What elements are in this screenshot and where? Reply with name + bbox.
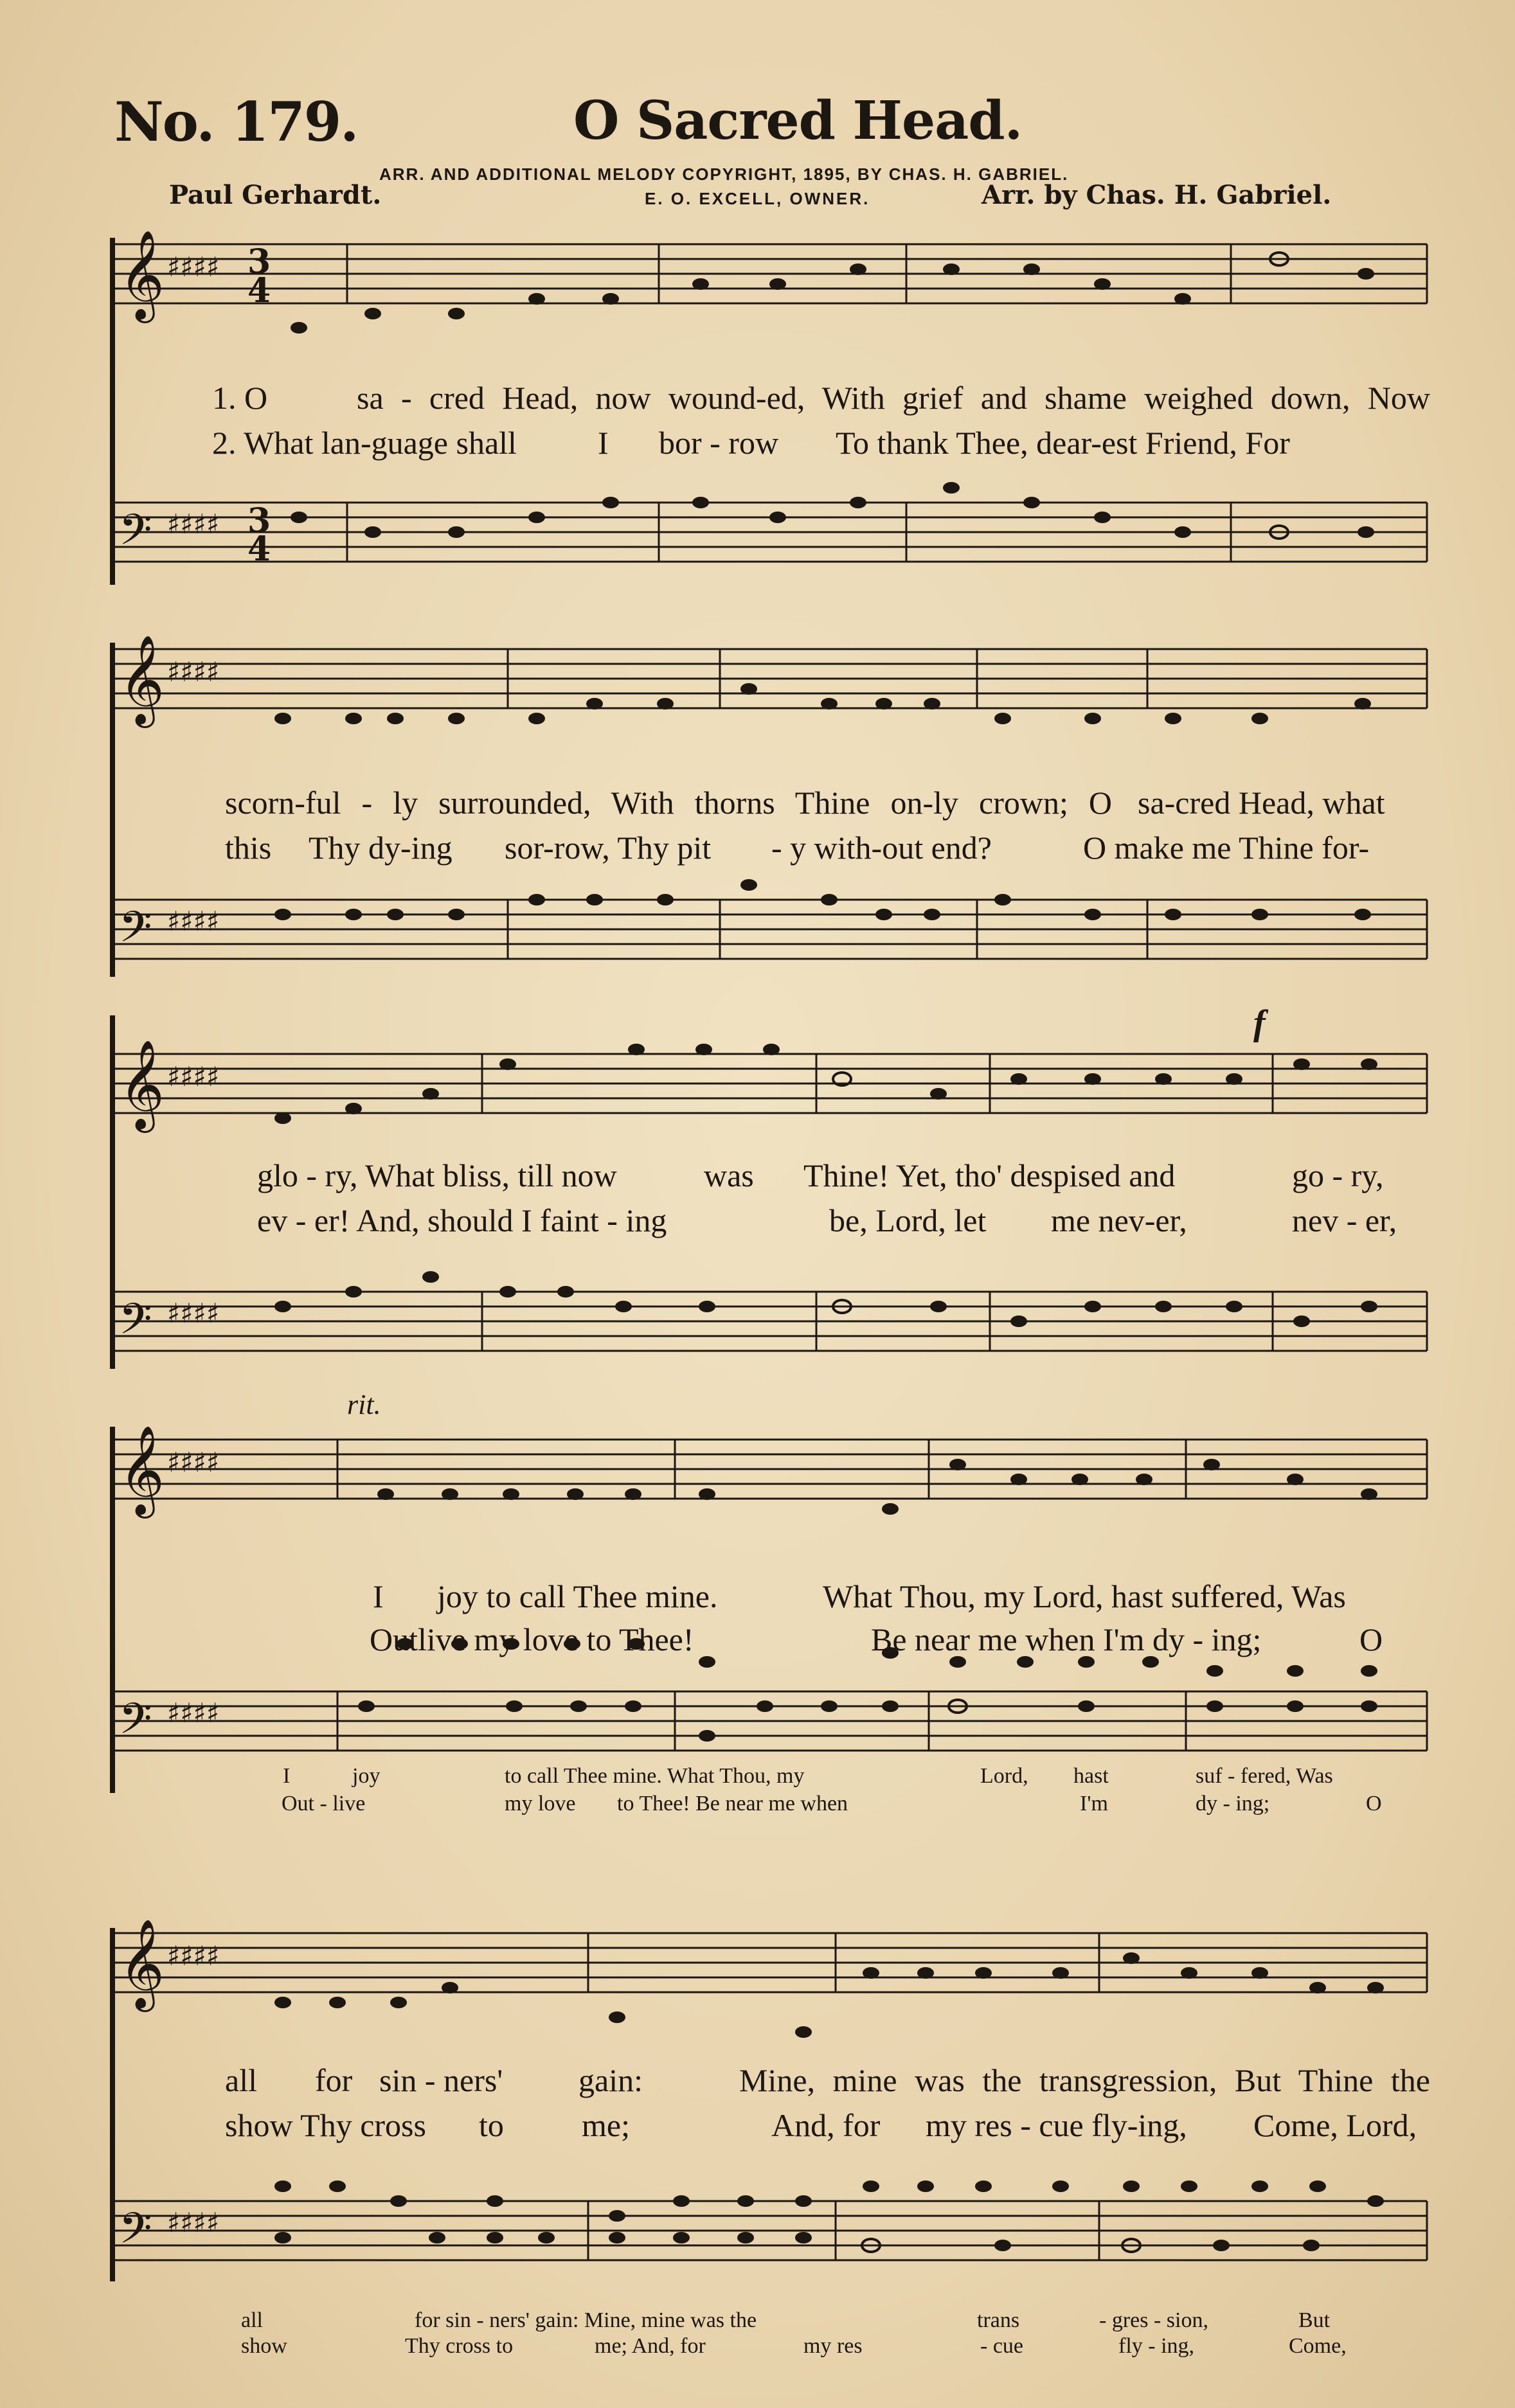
svg-text:𝄢: 𝄢: [119, 1294, 152, 1354]
hymn-number: No. 179.: [114, 90, 358, 154]
svg-text:3: 3: [247, 242, 271, 281]
bass-verse-1-line-4: I joy to call Thee mine. What Thou, my Lord, hast suf - fered, Was: [283, 1764, 1333, 1788]
svg-text:𝄢: 𝄢: [119, 2204, 152, 2263]
bass-verse-2-line-5: show Thy cross to me; And, for my res - cue fly - ing, Come,: [241, 2334, 1347, 2358]
svg-text:𝄞: 𝄞: [119, 1040, 165, 1129]
verse-1-line-2: scorn-ful - ly surrounded, With thorns Thine on-ly crown; O sa-cred Head, what: [225, 785, 1385, 821]
svg-text:♯♯♯♯: ♯♯♯♯: [167, 1061, 220, 1093]
svg-text:𝄞: 𝄞: [119, 230, 165, 319]
verse-2-line-5: show Thy cross to me; And, for my res - cue fly-ing, Come, Lord,: [225, 2107, 1417, 2143]
svg-text:♯♯♯♯: ♯♯♯♯: [167, 1447, 220, 1478]
forte-marking: f: [1253, 1003, 1266, 1043]
verse-1-line-3: glo - ry, What bliss, till now was Thine! Yet, tho' despised and go - ry,: [257, 1157, 1384, 1193]
svg-text:𝄞: 𝄞: [119, 1425, 165, 1515]
verse-2-line-3: ev - er! And, should I faint - ing be, Lord, let me nev-er, nev - er,: [257, 1202, 1397, 1238]
svg-text:♯♯♯♯: ♯♯♯♯: [167, 251, 220, 283]
verse-2-line-1: 2. What lan-guage shall I bor - row To thank Thee, dear-est Friend, For: [212, 425, 1290, 461]
svg-text:𝄢: 𝄢: [119, 505, 152, 565]
bass-verse-2-line-4: Out - live my love to Thee! Be near me when I'm dy - ing; O: [282, 1792, 1382, 1815]
svg-text:3: 3: [247, 501, 271, 540]
svg-text:♯♯♯♯: ♯♯♯♯: [167, 656, 220, 688]
svg-text:♯♯♯♯: ♯♯♯♯: [167, 905, 220, 937]
svg-text:𝄢: 𝄢: [119, 902, 152, 962]
svg-text:♯♯♯♯: ♯♯♯♯: [167, 1940, 220, 1972]
svg-text:♯♯♯♯: ♯♯♯♯: [167, 508, 220, 540]
svg-text:♯♯♯♯: ♯♯♯♯: [167, 1298, 220, 1329]
svg-text:𝄞: 𝄞: [119, 1919, 165, 2008]
verse-2-line-2: this Thy dy-ing sor-row, Thy pit - y with-out end? O make me Thine for-: [225, 830, 1370, 866]
svg-text:𝄞: 𝄞: [119, 635, 165, 724]
hymn-title: O Sacred Head.: [573, 90, 1023, 152]
author-credit: Paul Gerhardt.: [169, 180, 382, 210]
verse-1-line-5: all for sin - ners' gain: Mine, mine was the transgression, But Thine the: [225, 2062, 1430, 2098]
copyright-owner: E. O. EXCELL, OWNER.: [645, 189, 870, 208]
verse-2-line-4: Outlive my love to Thee! Be near me when I'm dy - ing; O: [370, 1621, 1383, 1657]
verse-1-line-4: I joy to call Thee mine. What Thou, my Lord, hast suffered, Was: [373, 1578, 1346, 1614]
verse-1-line-1: 1. O sa - cred Head, now wound-ed, With grief and shame weighed down, Now: [212, 380, 1430, 416]
arranger-credit: Arr. by Chas. H. Gabriel.: [982, 180, 1332, 210]
copyright-line: ARR. AND ADDITIONAL MELODY COPYRIGHT, 1895, BY CHAS. H. GABRIEL.: [379, 165, 1069, 184]
ritardando-marking: rit.: [347, 1389, 381, 1420]
bass-verse-1-line-5: all for sin - ners' gain: Mine, mine was the trans - gres - sion, But: [241, 2308, 1331, 2332]
svg-text:♯♯♯♯: ♯♯♯♯: [167, 2207, 220, 2238]
svg-text:4: 4: [247, 271, 271, 310]
svg-text:♯♯♯♯: ♯♯♯♯: [167, 1697, 220, 1729]
svg-text:4: 4: [247, 530, 271, 569]
svg-text:𝄢: 𝄢: [119, 1694, 152, 1754]
